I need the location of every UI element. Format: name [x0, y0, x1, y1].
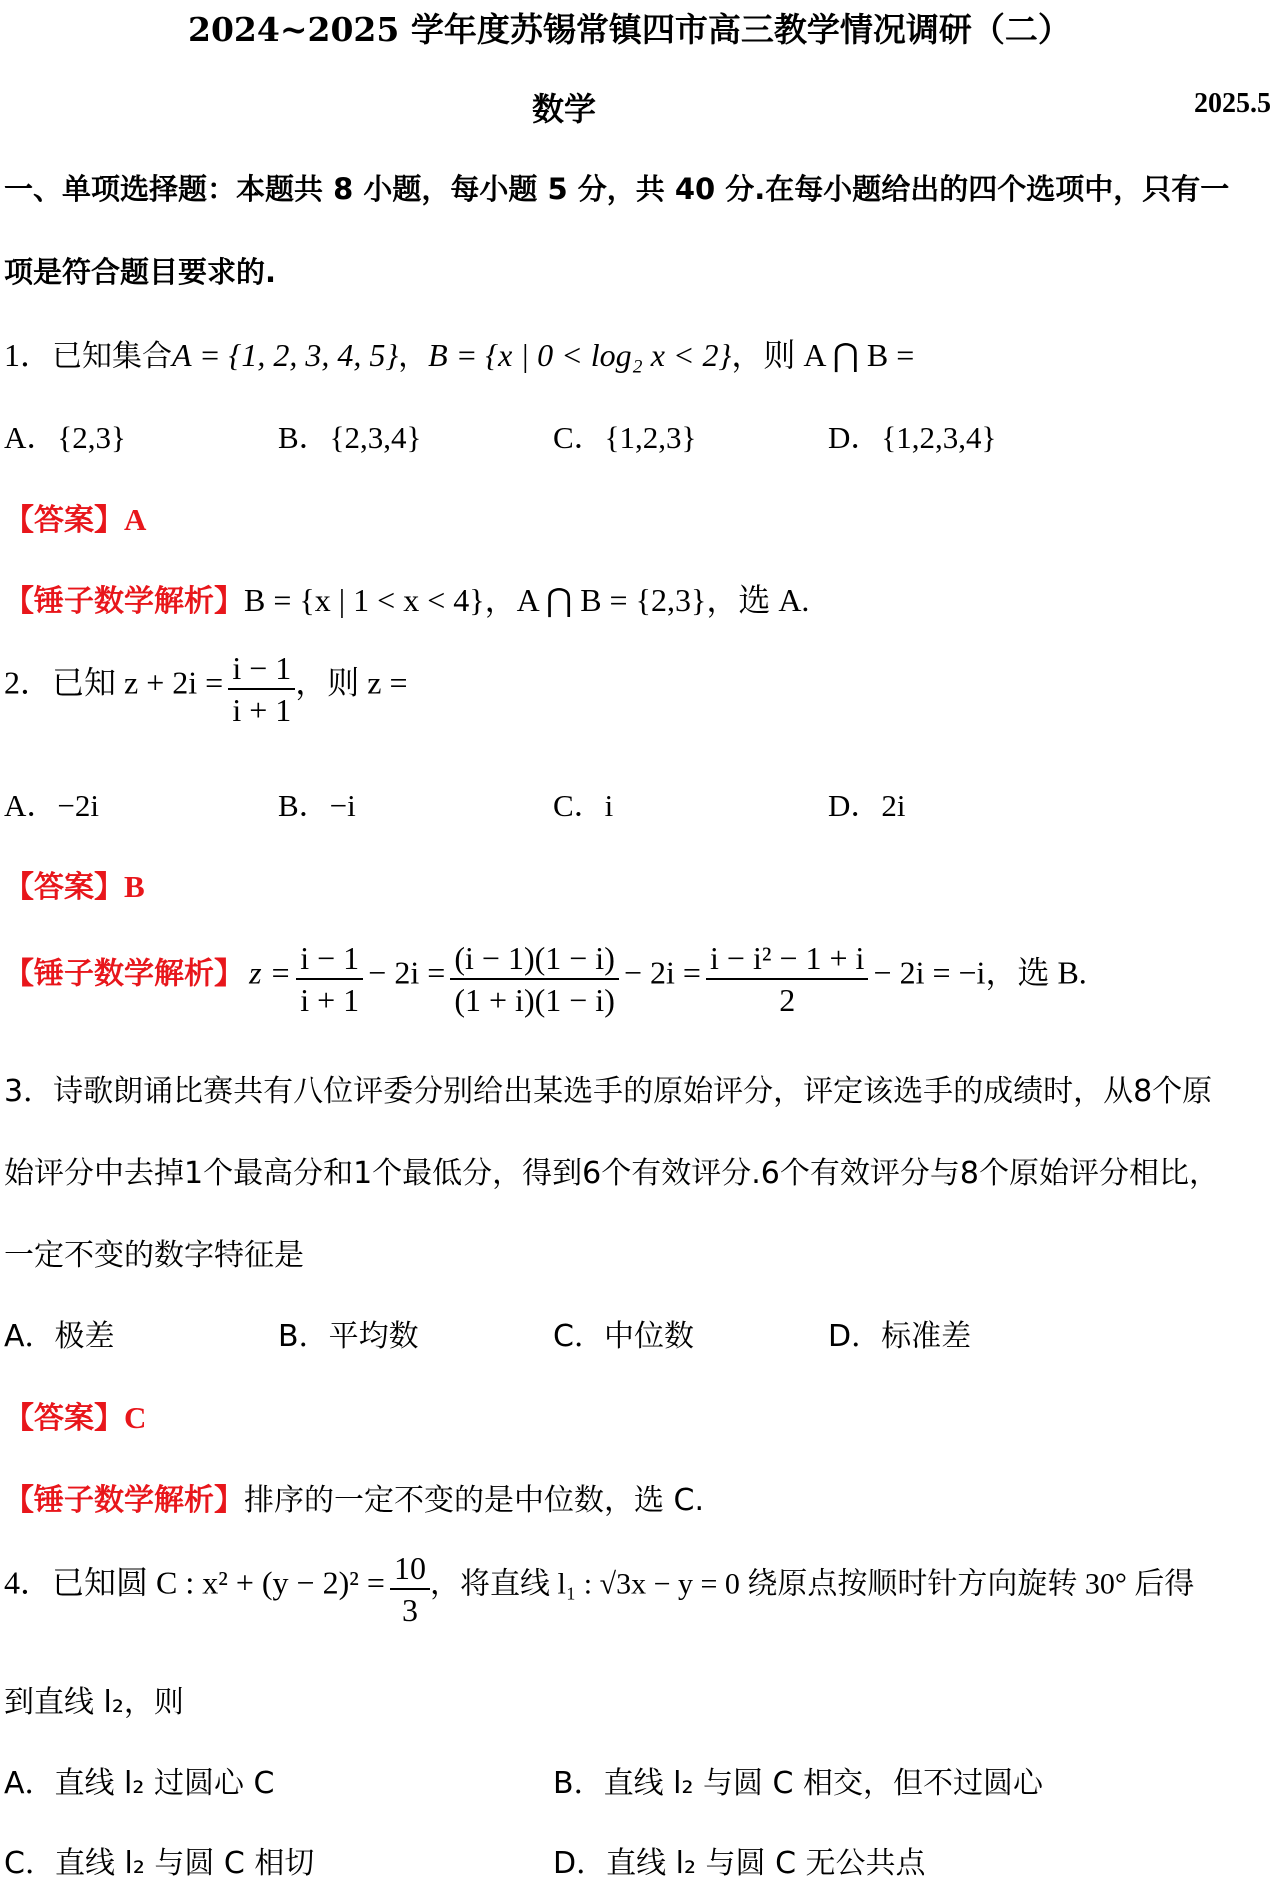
- q3-option-a: A．极差: [4, 1319, 115, 1354]
- q4-number: 4．: [4, 1564, 53, 1601]
- q4-stem-b: ，将直线 l₁ : √3x − y = 0 绕原点按顺时针方向旋转 30° 后得: [430, 1567, 1195, 1601]
- q3-analysis-label: 【锤子数学解析】: [4, 1483, 244, 1518]
- q3-analysis-text: 排序的一定不变的是中位数，选 C.: [244, 1483, 705, 1518]
- q1-analysis-text: B = {x | 1 < x < 4}，A ⋂ B = {2,3}，选 A.: [244, 582, 810, 618]
- q4-option-c: C．直线 l₂ 与圆 C 相切: [4, 1846, 315, 1881]
- q2-analysis-fraction-2: $\frac{(i - 1)(1 - i)}{(1 + i)(1 - i)}$: [450, 938, 619, 1020]
- q2-option-d: D．2i: [828, 788, 906, 823]
- q1-analysis-label: 【锤子数学解析】: [4, 584, 244, 619]
- q4-option-b: B．直线 l₂ 与圆 C 相交，但不过圆心: [553, 1766, 1044, 1801]
- q1-option-a: A．{2,3}: [4, 420, 126, 455]
- q2-option-c: C．i: [553, 788, 614, 823]
- q3-stem-line1: 3．诗歌朗诵比赛共有八位评委分别给出某选手的原始评分，评定该选手的成绩时，从8个原: [4, 1074, 1213, 1109]
- q2-answer-value: B: [124, 869, 145, 904]
- q3-answer: [4, 1393, 146, 1437]
- q3-option-c: C．中位数: [553, 1319, 694, 1354]
- q2-ask: ，则 z =: [295, 664, 408, 701]
- q2-analysis-fraction-3: $\frac{\text{i − i² − 1 + i}}{2}$: [706, 938, 868, 1020]
- q4-option-d: D．直线 l₂ 与圆 C 无公共点: [553, 1846, 926, 1881]
- exam-date: 2025.5: [1194, 88, 1271, 119]
- q2-stem-prefix: 已知 z + 2i =: [52, 664, 224, 701]
- question-4: [4, 1548, 1194, 1630]
- q1-answer: [4, 495, 146, 539]
- q1-stem-prefix: 已知集合: [52, 339, 173, 374]
- q3-option-b: B．平均数: [278, 1319, 419, 1354]
- q1-option-c: C．{1,2,3}: [553, 420, 697, 455]
- question-2: [4, 648, 408, 730]
- question-1: 1．已知集合A = {1, 2, 3, 4, 5}，B = {x | 0 < log₂ x < 2}，则 A ⋂ B =: [4, 337, 915, 374]
- section-heading-line2: 项是符合题目要求的.: [4, 255, 277, 289]
- section-heading-line1: 一、单项选择题：本题共 8 小题，每小题 5 分，共 40 分.在每小题给出的四个选项中，只有一: [4, 172, 1230, 206]
- q3-analysis: [4, 1475, 704, 1519]
- q2-analysis: 【锤子数学解析】 z = $\frac{i - 1}{i + 1}$ − 2i = $\frac{(i - 1)(1 - i)}{(1 + i)(1 - i)}$ − 2i = $\frac{\text{i − i² − 1 + i}}{2}$ − 2i = −i，选 B.: [4, 940, 1087, 1018]
- q4-fraction: $\frac{10}{3}$: [390, 1548, 430, 1630]
- q1-ask: ，则 A ⋂ B =: [731, 337, 915, 373]
- q2-number: 2．: [4, 664, 53, 701]
- q3-option-d: D．标准差: [828, 1319, 972, 1354]
- q1-answer-value: A: [124, 502, 147, 537]
- q2-analysis-label: 【锤子数学解析】: [4, 956, 244, 992]
- q1-set-b: B = {x | 0 < log₂ x < 2}: [428, 337, 732, 373]
- q2-option-a: A．−2i: [4, 788, 99, 823]
- q1-option-d: D．{1,2,3,4}: [828, 420, 997, 455]
- subject-title: 数学: [532, 90, 597, 128]
- q3-stem-line3: 一定不变的数字特征是: [4, 1238, 304, 1273]
- q1-answer-label: 【答案】: [4, 503, 124, 538]
- q2-analysis-fraction-1: $\frac{i - 1}{i + 1}$: [296, 938, 363, 1020]
- q4-stem-line2: 到直线 l₂，则: [4, 1685, 184, 1720]
- q3-stem-line2: 始评分中去掉1个最高分和1个最低分，得到6个有效评分.6个有效评分与8个原始评分相比，: [4, 1156, 1219, 1191]
- q1-option-b: B．{2,3,4}: [278, 420, 422, 455]
- q2-option-b: B．−i: [278, 788, 356, 823]
- q2-fraction: $\frac{i - 1}{i + 1}$: [228, 648, 295, 730]
- q4-stem-a: 已知圆 C : x² + (y − 2)² =: [52, 1564, 385, 1601]
- doc-title: 2024~2025 学年度苏锡常镇四市高三教学情况调研（二）: [188, 10, 1071, 49]
- q2-answer-label: 【答案】: [4, 870, 124, 905]
- q1-analysis: [4, 575, 809, 621]
- q1-number: 1．: [4, 337, 53, 373]
- q4-option-a: A．直线 l₂ 过圆心 C: [4, 1766, 275, 1801]
- q3-answer-value: C: [124, 1400, 147, 1435]
- q1-set-a: A = {1, 2, 3, 4, 5}: [172, 337, 399, 373]
- q2-answer: [4, 862, 145, 906]
- q3-answer-label: 【答案】: [4, 1401, 124, 1436]
